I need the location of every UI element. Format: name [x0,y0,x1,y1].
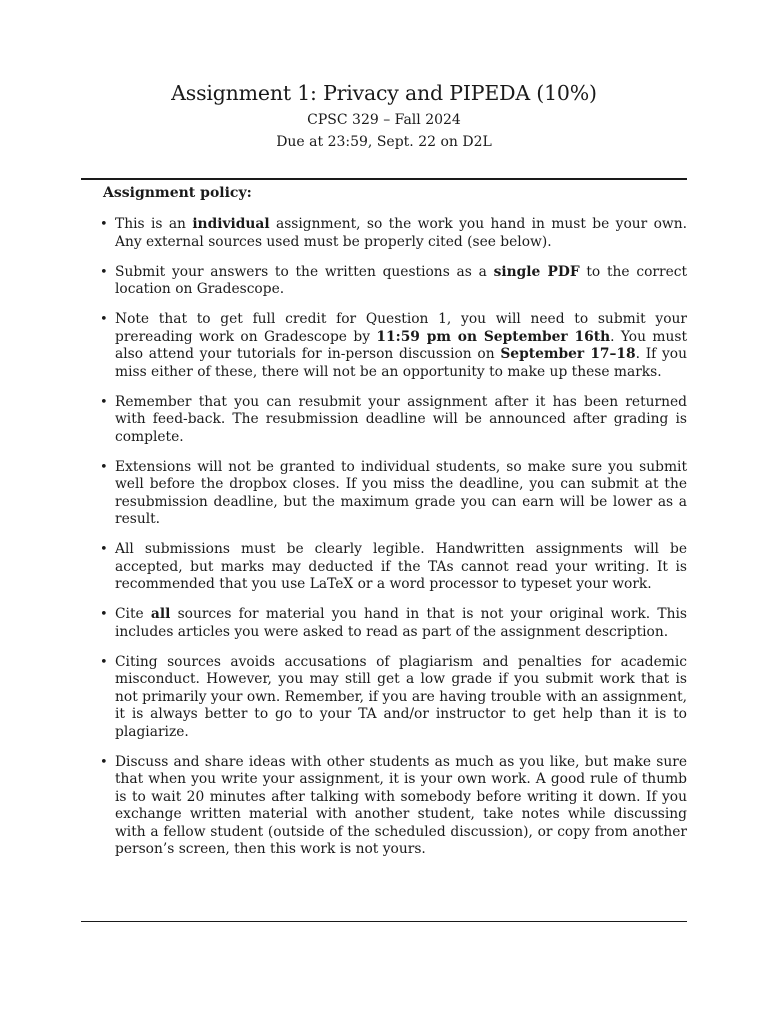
policy-text: Remember that you can resubmit your assignment after it has been returned with feed-back. The resubmission deadline will be announced after grading is complete. [115,393,687,445]
policy-text: sources for material you hand in that is not your original work. This includes articles you were asked to read as part of the assignment description. [115,606,687,640]
policy-text: Extensions will not be granted to individual students, so make sure you submit well before the dropbox closes. If you miss the deadline, you can submit at the resubmission deadline, but the maximum grade you can earn will be lower as a result. [115,458,687,527]
bullet-icon: • [100,542,108,557]
policy-text: Discuss and share ideas with other students as much as you like, but make sure that when you write your assignment, it is your own work. A good rule of thumb is to wait 20 minutes after talking with somebody before writing it down. If you exchange written material with another student, take notes while discussing with a fellow student (outside of the scheduled discussion), or copy from another person’s screen, then this work is not yours. [115,753,687,857]
emphasis-text: individual [192,216,270,232]
due-date: Due at 23:59, Sept. 22 on D2L [276,134,492,150]
policy-item [81,311,687,381]
policy-heading: Assignment policy: [103,185,252,201]
policy-item [81,541,687,594]
policy-item [81,754,687,859]
policy-list [81,216,687,859]
policy-text: Cite [115,606,151,622]
bullet-icon: • [100,312,108,327]
policy-text: to the correct location on Gradescope. [115,263,688,297]
policy-item [81,216,687,251]
policy-text: Note that to get full credit for Question 1, you will need to submit your prereading work on Gradescope by [115,311,687,345]
policy-item [81,264,687,299]
emphasis-text: all [150,606,171,622]
assignment-title: Assignment 1: Privacy and PIPEDA (10%) [171,81,597,105]
policy-text: This is an [115,216,193,232]
policy-item [81,606,687,641]
assignment-policy [81,183,687,871]
bullet-icon: • [100,264,108,280]
bullet-icon: • [100,607,108,622]
policy-item [81,459,687,529]
bullet-icon: • [100,394,108,410]
policy-text: Citing sources avoids accusations of plagiarism and penalties for academic misconduct. However, you may still get a low grade if you submit work that is not primarily your own. Remember, if you are having trouble with an assignment, it is always better to go to your TA and/or instructor to get help than it is to plagiarize. [115,653,687,740]
policy-text: Submit your answers to the written questions as a [115,263,494,280]
policy-text: . You must also attend your tutorials for in-person discussion on [115,328,687,362]
emphasis-text: September 17–18 [500,346,636,362]
bullet-icon: • [100,654,108,670]
policy-text: All submissions must be clearly legible. Handwritten assignments will be accepted, but marks may deducted if the TAs cannot read your writing. It is recommended that you use LaTeX or a word processor to typeset your work. [115,541,687,592]
document-header [0,78,768,153]
course-term: CPSC 329 – Fall 2024 [307,112,461,128]
bullet-icon: • [100,459,108,475]
emphasis-text: single PDF [493,263,580,280]
bullet-icon: • [100,754,108,770]
policy-text: . If you miss either of these, there will not be an opportunity to make up these marks. [115,346,688,380]
emphasis-text: 11:59 pm on September 16th [376,328,611,345]
bullet-icon: • [100,217,108,232]
policy-text: assignment, so the work you hand in must be your own. Any external sources used must be properly cited (see below). [115,216,687,250]
policy-item [81,654,687,742]
top-rule [81,178,687,180]
policy-item [81,394,687,447]
bottom-rule [81,921,687,922]
